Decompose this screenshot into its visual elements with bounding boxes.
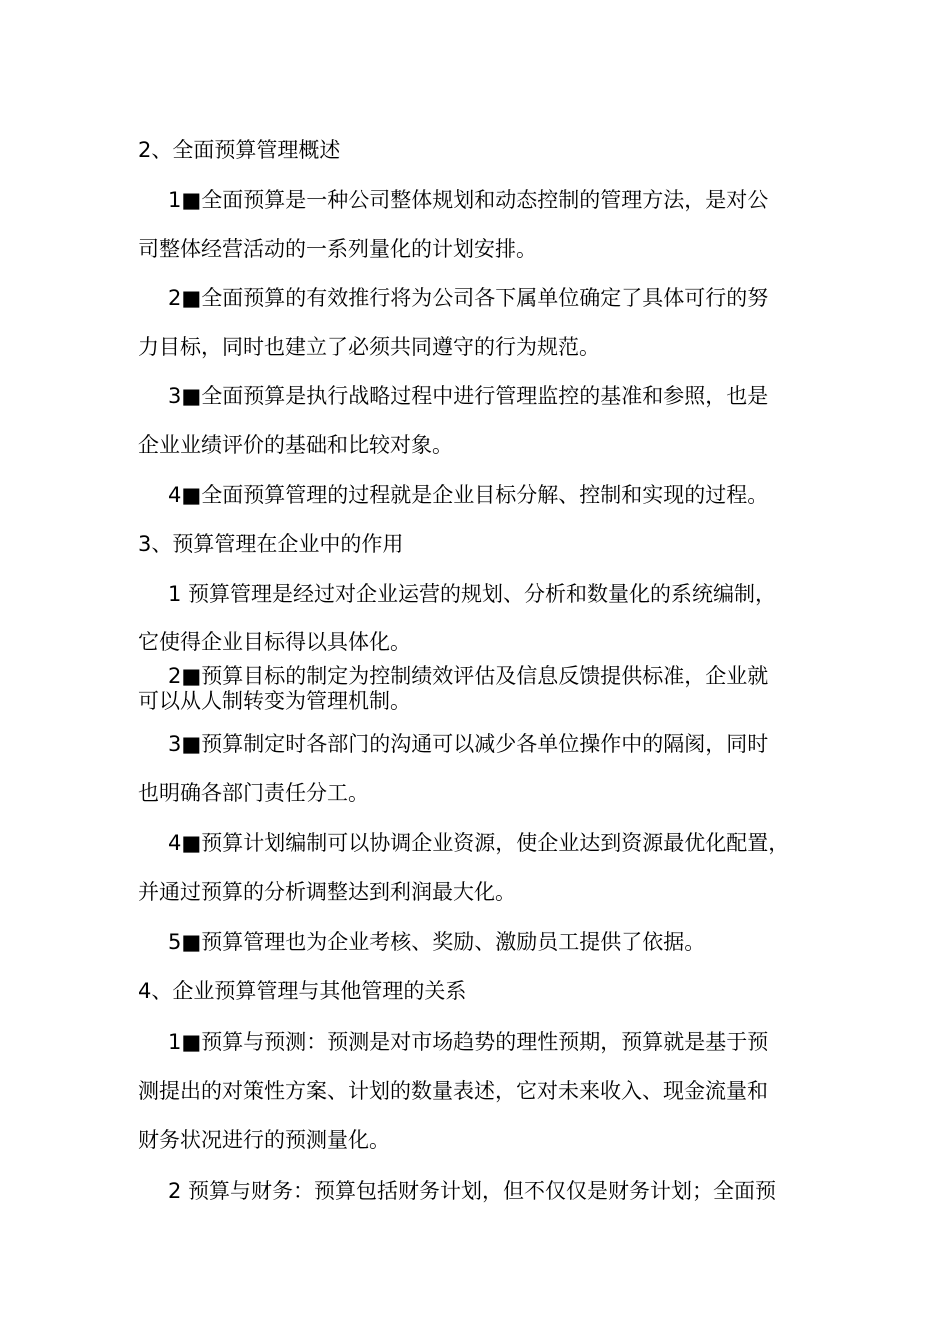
paragraph-line: 3■全面预算是执行战略过程中进行管理监控的基准和参照，也是 bbox=[168, 384, 769, 408]
paragraph-line: 财务状况进行的预测量化。 bbox=[138, 1128, 390, 1152]
section-heading: 4、企业预算管理与其他管理的关系 bbox=[138, 979, 467, 1003]
section-heading: 3、预算管理在企业中的作用 bbox=[138, 532, 404, 556]
paragraph-line: 1■预算与预测：预测是对市场趋势的理性预期，预算就是基于预 bbox=[168, 1030, 769, 1054]
paragraph-line: 并通过预算的分析调整达到利润最大化。 bbox=[138, 880, 516, 904]
paragraph-line: 1■全面预算是一种公司整体规划和动态控制的管理方法，是对公 bbox=[168, 188, 769, 212]
paragraph-line: 2 预算与财务：预算包括财务计划，但不仅仅是财务计划；全面预 bbox=[168, 1179, 777, 1203]
paragraph-line: 力目标，同时也建立了必须共同遵守的行为规范。 bbox=[138, 335, 600, 359]
section-heading: 2、全面预算管理概述 bbox=[138, 138, 341, 162]
paragraph-line: 5■预算管理也为企业考核、奖励、激励员工提供了依据。 bbox=[168, 930, 706, 954]
paragraph-line: 企业业绩评价的基础和比较对象。 bbox=[138, 433, 453, 457]
paragraph-line: 4■全面预算管理的过程就是企业目标分解、控制和实现的过程。 bbox=[168, 483, 769, 507]
paragraph-line: 测提出的对策性方案、计划的数量表述，它对未来收入、现金流量和 bbox=[138, 1079, 768, 1103]
paragraph-line: 1 预算管理是经过对企业运营的规划、分析和数量化的系统编制， bbox=[168, 582, 777, 606]
paragraph-line: 2■全面预算的有效推行将为公司各下属单位确定了具体可行的努 bbox=[168, 286, 769, 310]
paragraph-line: 2■预算目标的制定为控制绩效评估及信息反馈提供标准，企业就 bbox=[168, 664, 769, 688]
paragraph-line: 它使得企业目标得以具体化。 bbox=[138, 630, 411, 654]
paragraph-line: 司整体经营活动的一系列量化的计划安排。 bbox=[138, 237, 537, 261]
paragraph-line: 也明确各部门责任分工。 bbox=[138, 781, 369, 805]
paragraph-line: 3■预算制定时各部门的沟通可以减少各单位操作中的隔阂，同时 bbox=[168, 732, 769, 756]
paragraph-line: 4■预算计划编制可以协调企业资源，使企业达到资源最优化配置， bbox=[168, 831, 790, 855]
paragraph-line: 可以从人制转变为管理机制。 bbox=[138, 689, 411, 713]
